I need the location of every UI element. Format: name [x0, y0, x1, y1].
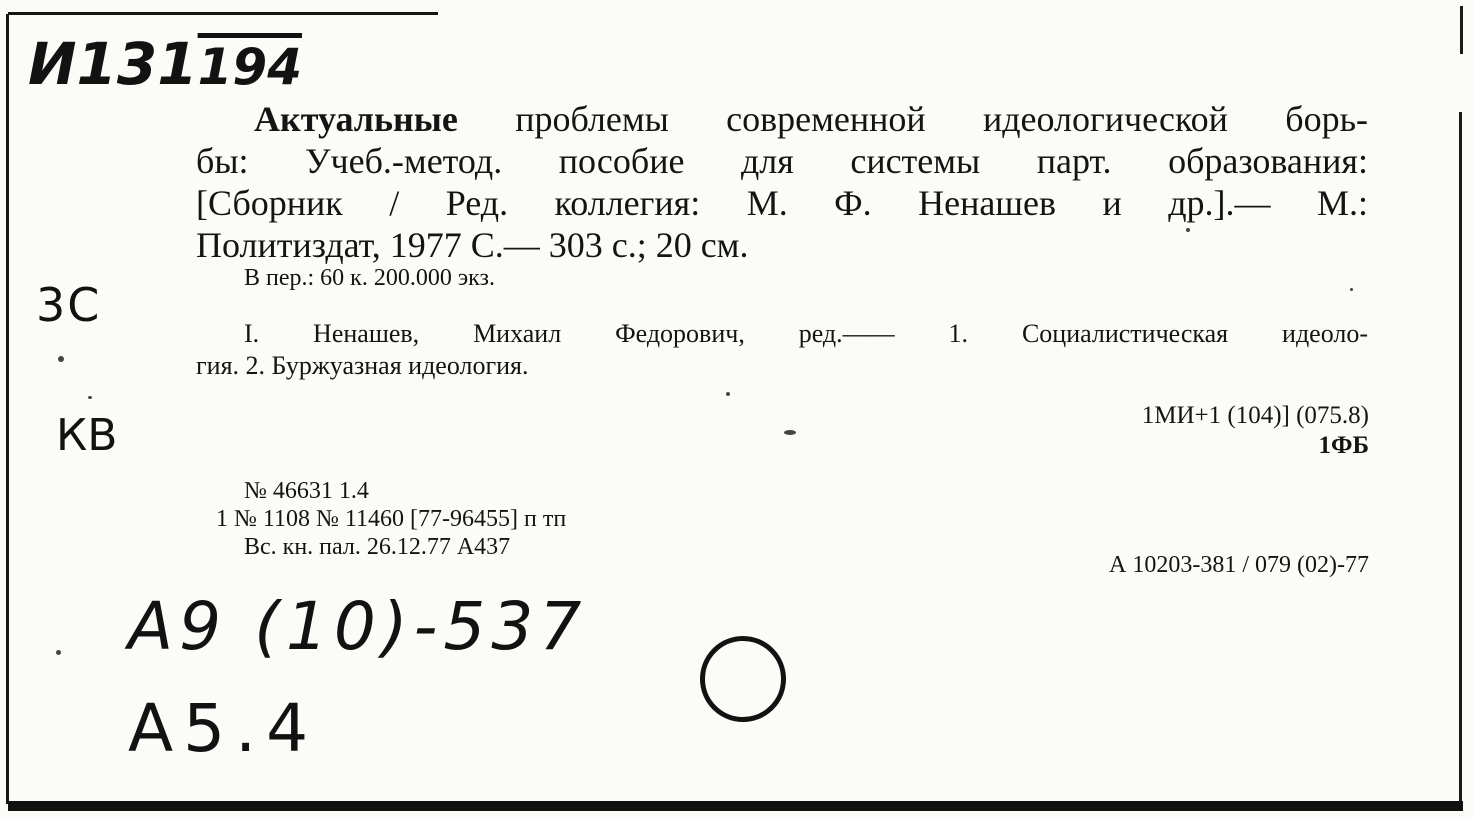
handwritten-code-a5: А5.4 — [128, 690, 319, 767]
card-edge-left — [6, 14, 9, 804]
circle-stamp-icon — [700, 636, 786, 722]
speck-mark — [1186, 228, 1190, 232]
index-code: А 10203-381 / 079 (02)-77 — [1109, 552, 1369, 578]
classification-code: 1МИ+1 (104)] (075.8) — [1141, 402, 1369, 429]
speck-mark — [58, 356, 64, 362]
card-edge-bottom — [8, 801, 1463, 811]
order-number-line: № 46631 1.4 — [244, 478, 369, 504]
price-line: В пер.: 60 к. 200.000 экз. — [244, 265, 495, 291]
handwritten-code-a9: А9 (10)-537 — [128, 588, 588, 665]
speck-mark — [1350, 288, 1353, 291]
classification-code-short: 1ФБ — [1318, 432, 1369, 459]
bibliographic-entry — [196, 98, 1368, 266]
entry-line: бы: Учеб.-метод. пособие для системы парт. образования: — [196, 141, 1368, 181]
card-edge-top — [8, 12, 438, 15]
shelfmark-sub: 194 — [197, 38, 302, 96]
speck-mark — [726, 392, 730, 396]
notes-line: I. Ненашев, Михаил Федорович, ред.—— 1. Социалистическая идеоло- — [244, 319, 1368, 348]
notes-line: гия. 2. Буржуазная идеология. — [196, 351, 529, 380]
speck-mark — [56, 650, 61, 655]
entry-heading-word: Актуальные — [254, 99, 458, 139]
card-edge-right-top — [1460, 6, 1463, 54]
entry-line — [196, 98, 1368, 140]
entry-line: [Сборник / Ред. коллегия: М. Ф. Ненашев и др.].— М.: — [196, 183, 1368, 223]
order-number-line: 1 № 1108 № 11460 [77-96455] п тп — [216, 506, 567, 532]
subject-notes — [196, 318, 1368, 382]
card-edge-right — [1459, 112, 1462, 807]
speck-mark — [784, 430, 796, 435]
speck-mark — [88, 396, 92, 399]
handwritten-mark-3c: 3С — [36, 278, 102, 332]
handwritten-shelfmark — [28, 30, 302, 98]
shelfmark-main: И131 — [28, 30, 198, 98]
book-chamber-line: Вс. кн. пал. 26.12.77 А437 — [244, 534, 511, 560]
handwritten-mark-kv: КВ — [56, 410, 118, 461]
entry-line: Политиздат, 1977 С.— 303 с.; 20 см. — [196, 225, 749, 265]
entry-text: проблемы современной идеологической борь- — [457, 99, 1368, 139]
